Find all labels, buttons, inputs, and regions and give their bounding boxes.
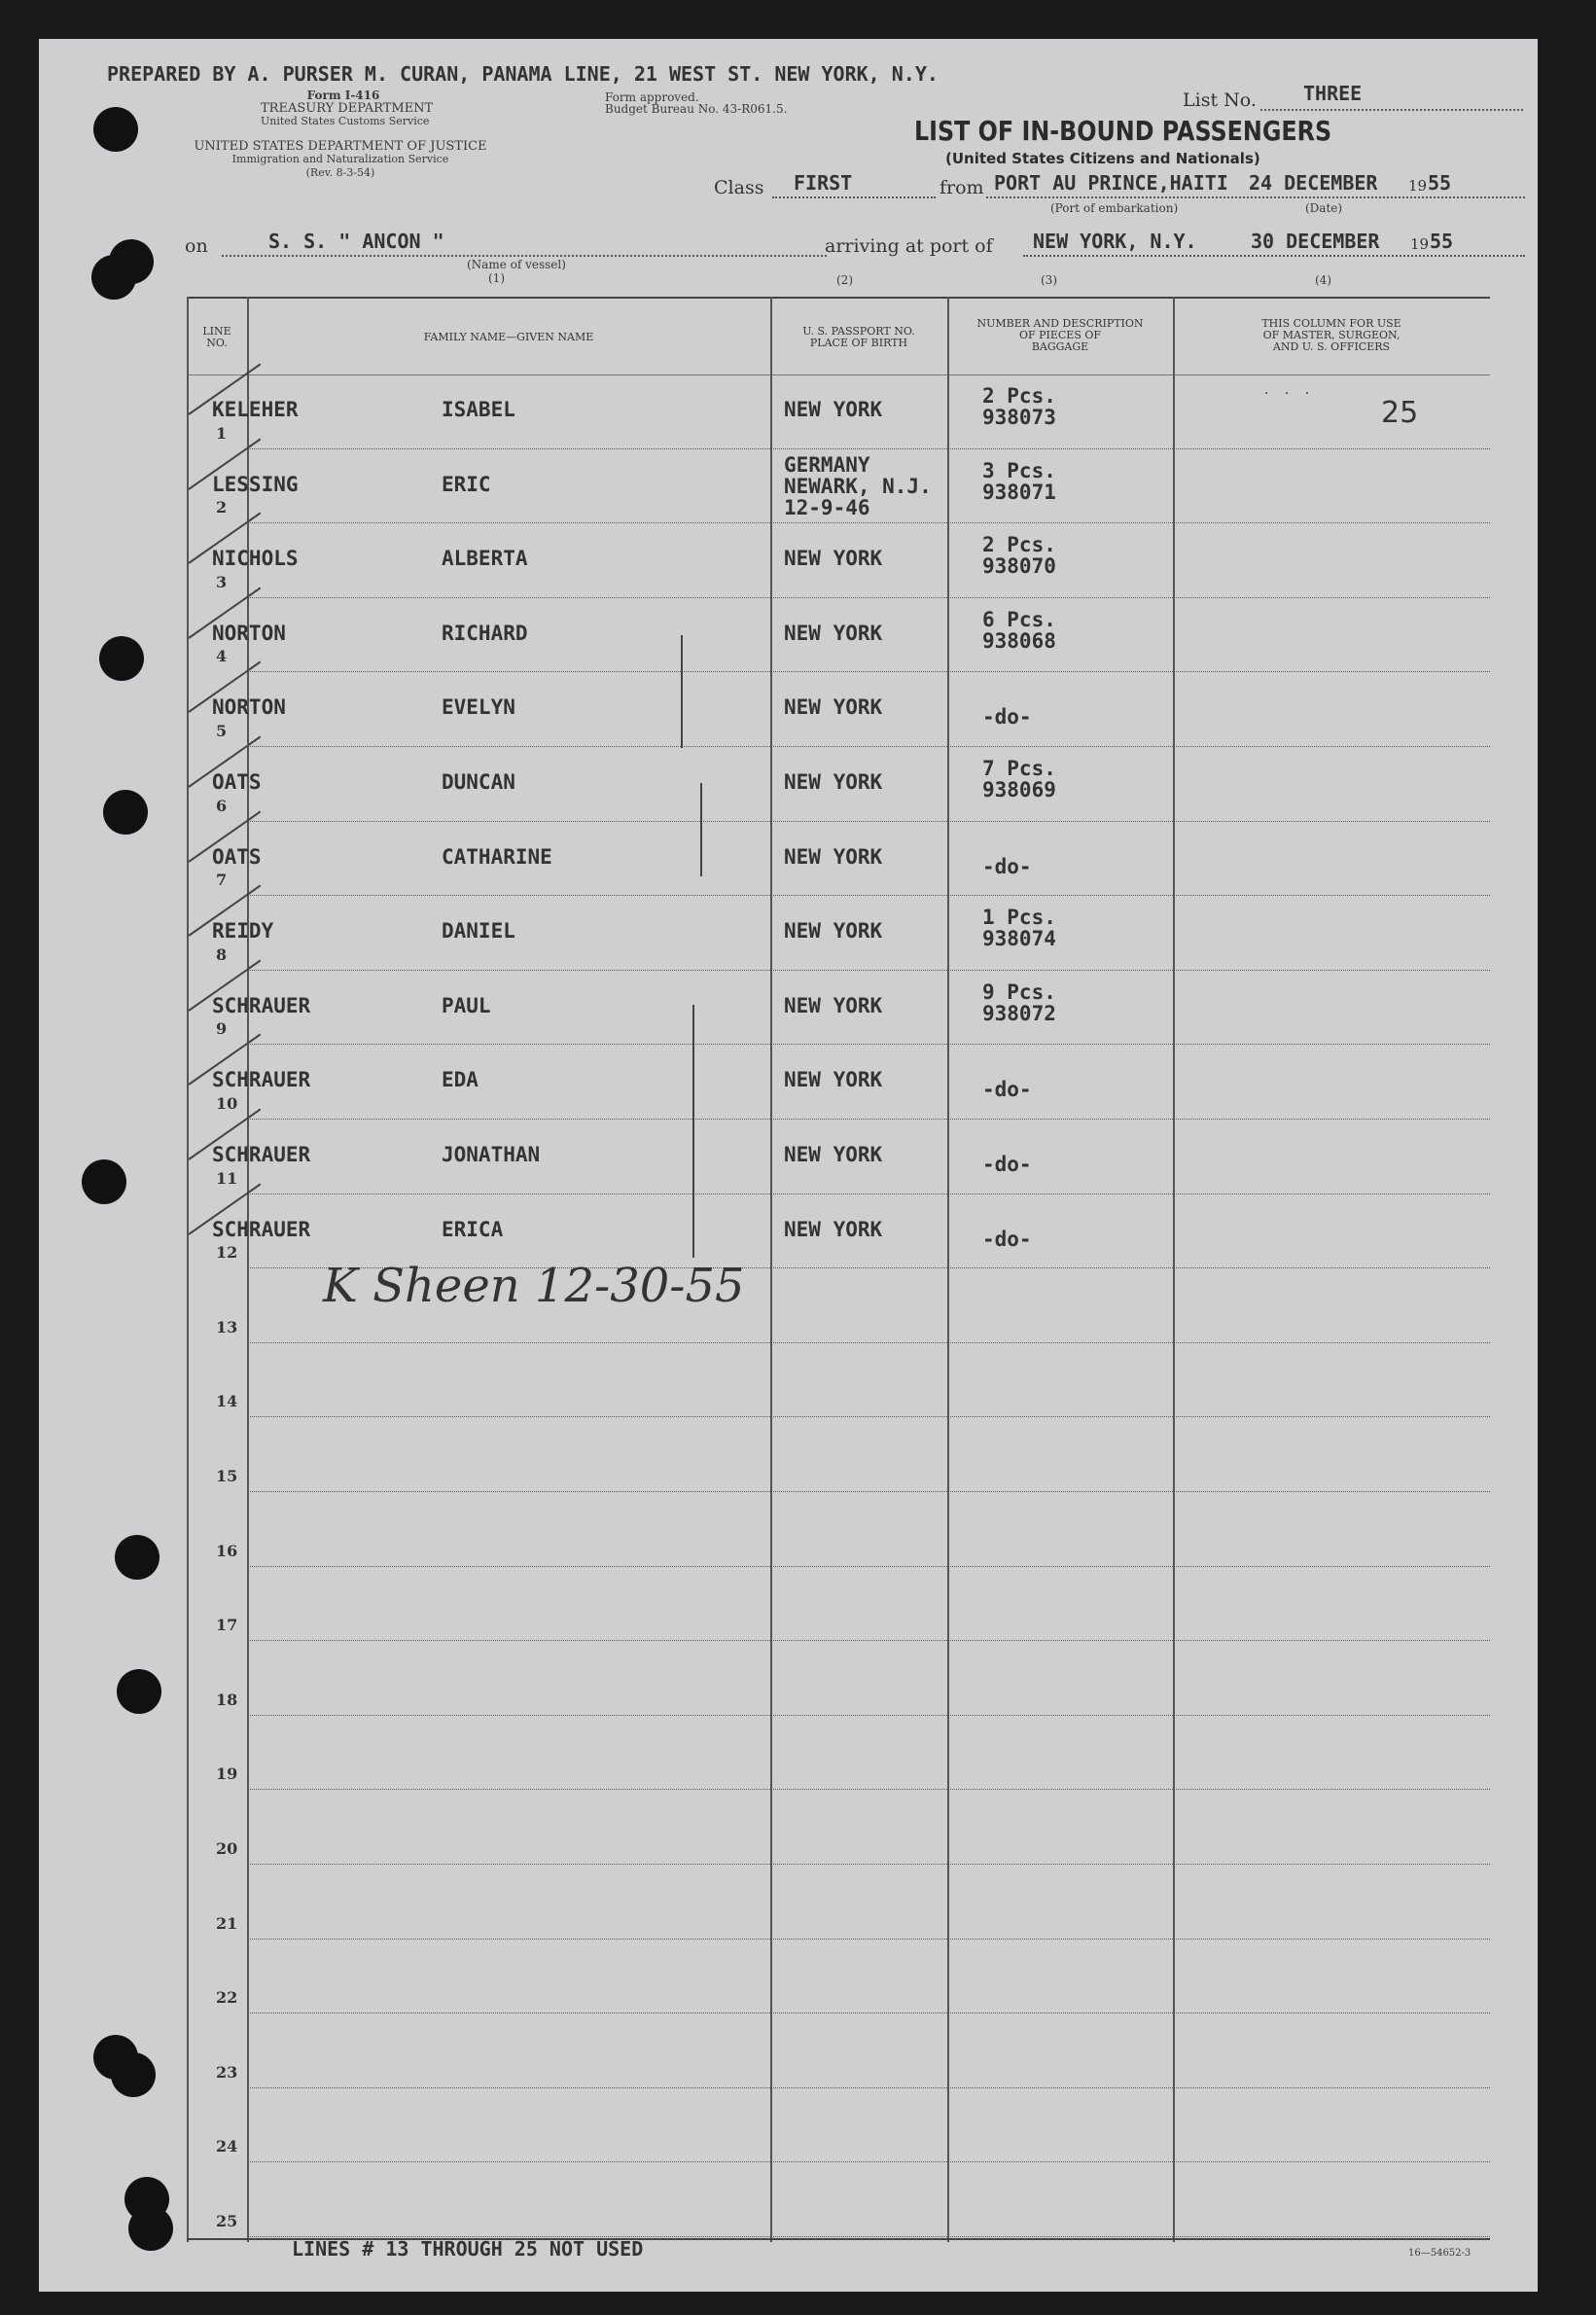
line-number: 21 <box>216 1913 238 1933</box>
caption-1: (1) <box>488 271 505 285</box>
line-number: 10 <box>216 1093 238 1113</box>
place-of-birth: NEW YORK <box>784 621 883 645</box>
table-row <box>187 747 1490 821</box>
year-prefix: 19 <box>1408 177 1428 195</box>
line-number: 6 <box>216 796 228 815</box>
place-of-birth-detail: NEWARK, N.J. <box>784 474 932 498</box>
treasury-dept: TREASURY DEPARTMENT <box>261 101 434 116</box>
table-row <box>187 672 1490 746</box>
baggage-count: 3 Pcs. <box>982 458 1056 482</box>
baggage-count: -do- <box>982 1078 1032 1102</box>
place-of-birth: NEW YORK <box>784 695 883 720</box>
table-row <box>187 1120 1490 1193</box>
caption-4: (4) <box>1315 273 1331 287</box>
class-value: FIRST <box>794 171 853 195</box>
place-of-birth: GERMANY <box>784 452 870 477</box>
table-row <box>187 1343 1490 1417</box>
baggage-count: 9 Pcs. <box>982 979 1056 1004</box>
baggage-count: 2 Pcs. <box>982 384 1056 408</box>
footer-note: LINES # 13 THROUGH 25 NOT USED <box>292 2237 644 2261</box>
family-name: OATS <box>212 844 262 869</box>
punch-hole <box>128 2206 173 2251</box>
given-name: EDA <box>442 1068 479 1092</box>
table-row <box>187 1417 1490 1491</box>
baggage-number: 938072 <box>982 1001 1056 1025</box>
baggage-count: -do- <box>982 1153 1032 1176</box>
punch-hole <box>103 790 148 835</box>
line-number: 23 <box>216 2062 238 2082</box>
place-of-birth: NEW YORK <box>784 398 883 421</box>
line-number: 20 <box>216 1838 238 1858</box>
baggage-number: 938074 <box>982 927 1056 951</box>
baggage-count: -do- <box>982 1227 1032 1251</box>
place-of-birth: NEW YORK <box>784 770 883 794</box>
family-name: SCHRAUER <box>212 993 311 1017</box>
line-number: 22 <box>216 1988 238 2008</box>
document-subtitle: (United States Citizens and Nationals) <box>945 150 1260 167</box>
given-name: JONATHAN <box>442 1143 541 1166</box>
table-row <box>187 1641 1490 1715</box>
table-row <box>187 523 1490 597</box>
arrival-date: 30 DECEMBER <box>1251 230 1380 253</box>
line-number: 13 <box>216 1317 238 1336</box>
port-of-embarkation: PORT AU PRINCE,HAITI <box>994 171 1228 195</box>
baggage-number: 938073 <box>982 406 1056 429</box>
baggage-count: 1 Pcs. <box>982 906 1056 930</box>
baggage-number: 938070 <box>982 554 1056 579</box>
given-name: ISABEL <box>442 398 515 421</box>
date-caption: (Date) <box>1305 201 1343 215</box>
baggage-count: -do- <box>982 854 1032 878</box>
table-row <box>187 971 1490 1045</box>
line-number: 2 <box>216 498 228 517</box>
table-row <box>187 1492 1490 1566</box>
customs-service: United States Customs Service <box>261 115 430 127</box>
list-no-label: List No. <box>1183 89 1257 111</box>
table-row <box>187 1716 1490 1790</box>
baggage-count: 7 Pcs. <box>982 757 1056 780</box>
table-row <box>187 598 1490 672</box>
line-number: 15 <box>216 1466 238 1485</box>
place-of-birth: NEW YORK <box>784 1068 883 1092</box>
col-officers: THIS COLUMN FOR USE OF MASTER, SURGEON, AND U. S. OFFICERS <box>1261 317 1401 353</box>
line-number: 19 <box>216 1764 238 1784</box>
table-row <box>187 1790 1490 1864</box>
punch-hole <box>109 239 154 284</box>
given-name: CATHARINE <box>442 844 552 869</box>
baggage-count: -do- <box>982 705 1032 730</box>
table-row <box>187 1045 1490 1119</box>
baggage-number: 938069 <box>982 778 1056 801</box>
given-name: ERIC <box>442 472 491 496</box>
vessel-caption: (Name of vessel) <box>467 258 566 271</box>
family-name: SCHRAUER <box>212 1143 311 1166</box>
family-name: NORTON <box>212 621 286 645</box>
line-number: 14 <box>216 1392 238 1411</box>
table-row <box>187 1865 1490 1939</box>
arrival-port: NEW YORK, N.Y. <box>1033 230 1197 253</box>
place-of-birth: NEW YORK <box>784 1143 883 1166</box>
line-number: 17 <box>216 1616 238 1635</box>
given-name: PAUL <box>442 993 491 1017</box>
line-number: 1 <box>216 423 228 443</box>
col-name: FAMILY NAME—GIVEN NAME <box>423 331 594 343</box>
list-no: THREE <box>1303 82 1363 105</box>
table-row <box>187 1194 1490 1268</box>
place-of-birth: NEW YORK <box>784 919 883 944</box>
line-number: 25 <box>216 2211 238 2230</box>
embarkation-date: 24 DECEMBER <box>1249 171 1378 195</box>
arrival-year-prefix: 19 <box>1410 235 1430 253</box>
punch-hole <box>99 636 144 681</box>
line-number: 8 <box>216 944 228 964</box>
punch-hole <box>111 2052 156 2097</box>
table-row <box>187 2162 1490 2236</box>
family-name: KELEHER <box>212 398 299 421</box>
table-row <box>187 896 1490 970</box>
handwritten-signature: K Sheen 12-30-55 <box>323 1259 745 1313</box>
family-name: LESSING <box>212 472 299 496</box>
prepared-by: PREPARED BY A. PURSER M. CURAN, PANAMA LINE, 21 WEST ST. NEW YORK, N.Y. <box>107 62 939 86</box>
baggage-count: 2 Pcs. <box>982 533 1056 557</box>
from-label: from <box>940 177 984 198</box>
line-number: 9 <box>216 1019 228 1039</box>
line-number: 12 <box>216 1243 238 1263</box>
budget-bureau: Budget Bureau No. 43-R061.5. <box>605 102 788 116</box>
line-number: 5 <box>216 721 228 740</box>
line-number: 7 <box>216 871 228 890</box>
given-name: DUNCAN <box>442 770 515 794</box>
line-number: 3 <box>216 572 228 591</box>
caption-2: (2) <box>836 273 853 287</box>
given-name: ALBERTA <box>442 547 528 571</box>
baggage-number: 938071 <box>982 480 1056 504</box>
family-name: OATS <box>212 770 262 794</box>
port-caption: (Port of embarkation) <box>1050 201 1179 215</box>
family-name: SCHRAUER <box>212 1217 311 1241</box>
place-of-birth: NEW YORK <box>784 1217 883 1241</box>
print-code: 16—54652-3 <box>1408 2248 1472 2259</box>
col-line-no: LINE NO. <box>202 325 231 349</box>
punch-hole <box>115 1535 160 1580</box>
line-number: 18 <box>216 1690 238 1709</box>
line-number: 11 <box>216 1168 238 1188</box>
place-of-birth-detail: 12-9-46 <box>784 495 870 519</box>
line-number: 16 <box>216 1541 238 1560</box>
punch-hole <box>93 107 138 152</box>
place-of-birth: NEW YORK <box>784 547 883 571</box>
arrival-year: 55 <box>1430 230 1454 253</box>
family-name: NICHOLS <box>212 547 299 571</box>
punch-hole <box>82 1159 126 1204</box>
given-name: RICHARD <box>442 621 528 645</box>
officer-marks: · · · <box>1264 386 1316 402</box>
vessel-name: S. S. " ANCON " <box>268 230 444 253</box>
class-label: Class <box>714 177 764 198</box>
table-row <box>187 449 1490 523</box>
place-of-birth: NEW YORK <box>784 993 883 1017</box>
family-name: NORTON <box>212 695 286 720</box>
on-label: on <box>185 235 208 257</box>
table-row <box>187 1940 1490 2013</box>
table-row <box>187 1567 1490 1641</box>
line-number: 24 <box>216 2137 238 2156</box>
caption-3: (3) <box>1041 273 1057 287</box>
arriving-label: arriving at port of <box>825 235 993 257</box>
table-row <box>187 2088 1490 2162</box>
col-passport: U. S. PASSPORT NO. PLACE OF BIRTH <box>802 325 915 349</box>
officer-note: 25 <box>1381 396 1419 430</box>
given-name: ERICA <box>442 1217 504 1241</box>
table-row <box>187 2013 1490 2087</box>
baggage-count: 6 Pcs. <box>982 607 1056 631</box>
form-number: Form I-416 <box>306 89 380 102</box>
ins: Immigration and Naturalization Service <box>231 153 449 165</box>
given-name: DANIEL <box>442 919 515 944</box>
given-name: EVELYN <box>442 695 515 720</box>
revision: (Rev. 8-3-54) <box>305 166 375 179</box>
form-approved: Form approved. <box>605 90 699 104</box>
doj: UNITED STATES DEPARTMENT OF JUSTICE <box>194 139 487 154</box>
punch-hole <box>117 1669 161 1714</box>
family-name: REIDY <box>212 919 274 944</box>
family-name: SCHRAUER <box>212 1068 311 1092</box>
embarkation-year: 55 <box>1428 171 1452 195</box>
baggage-number: 938068 <box>982 628 1056 653</box>
col-baggage: NUMBER AND DESCRIPTION OF PIECES OF BAGGAGE <box>976 317 1144 353</box>
document-title: LIST OF IN-BOUND PASSENGERS <box>914 115 1332 147</box>
place-of-birth: NEW YORK <box>784 844 883 869</box>
table-row <box>187 822 1490 896</box>
line-number: 4 <box>216 647 228 666</box>
